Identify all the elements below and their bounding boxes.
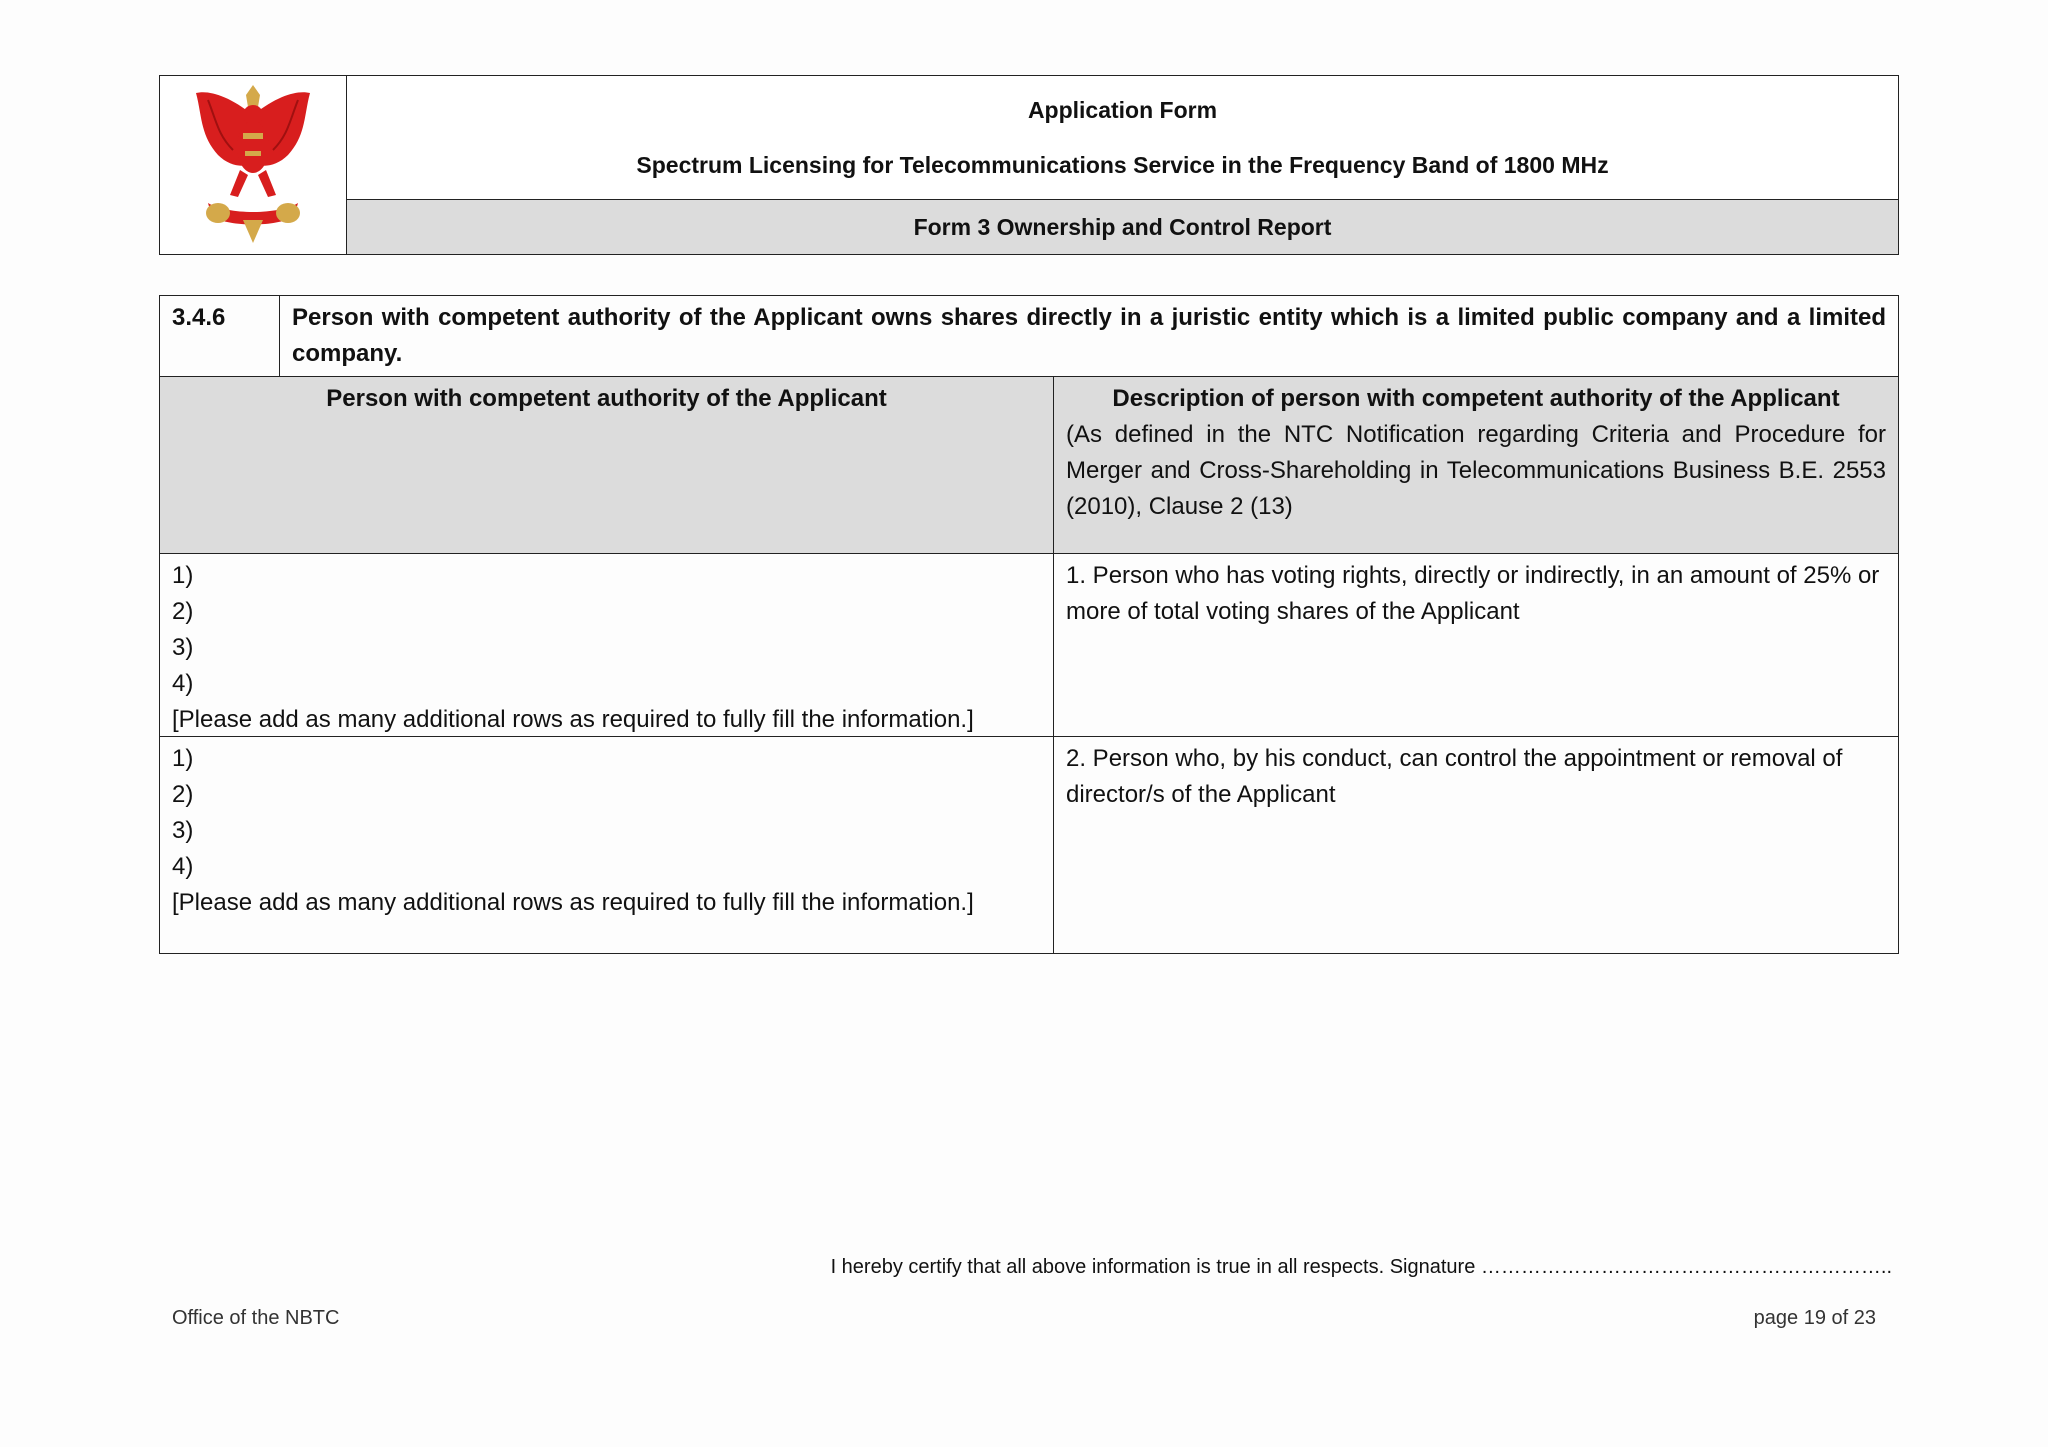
form-label: Form 3 Ownership and Control Report bbox=[347, 200, 1898, 254]
col2-header-cell bbox=[1054, 377, 1898, 553]
list-item: 1) bbox=[172, 745, 194, 772]
col2-note: (As defined in the NTC Notification regarding Criteria and Procedure for Merger and Cross-Shareholding in Telecommunications Business B.E. 2553 (2010), Clause 2 (13) bbox=[1066, 421, 1886, 520]
footer-office: Office of the NBTC bbox=[172, 1307, 340, 1329]
description-cell: 2. Person who, by his conduct, can control the appointment or removal of director/s of the Applicant bbox=[1066, 745, 1843, 808]
column-header-row bbox=[160, 376, 1898, 553]
form-subtitle: Spectrum Licensing for Telecommunications Service in the Frequency Band of 1800 MHz bbox=[636, 151, 1609, 178]
col1-header: Person with competent authority of the Applicant bbox=[160, 377, 1054, 553]
description-cell: 1. Person who has voting rights, directly or indirectly, in an amount of 25% or more of total voting shares of the Applicant bbox=[1066, 562, 1880, 625]
person-entry-cell[interactable] bbox=[160, 554, 1054, 736]
list-item: 3) bbox=[172, 634, 194, 661]
table-row bbox=[160, 736, 1898, 953]
list-item: 4) bbox=[172, 670, 194, 697]
col2-header: Description of person with competent authority of the Applicant bbox=[1112, 385, 1840, 412]
table-row bbox=[160, 553, 1898, 736]
list-item: 4) bbox=[172, 853, 194, 880]
section-heading-row bbox=[160, 296, 1898, 376]
form-header bbox=[159, 75, 1899, 255]
garuda-emblem-icon bbox=[188, 85, 318, 245]
section-heading: Person with competent authority of the Applicant owns shares directly in a juristic entity which is a limited public company and a limited company. bbox=[292, 304, 1886, 367]
row-instruction: [Please add as many additional rows as required to fully fill the information.] bbox=[172, 889, 974, 916]
logo-cell bbox=[160, 76, 347, 254]
person-entry-cell[interactable] bbox=[160, 737, 1054, 953]
list-item: 3) bbox=[172, 817, 194, 844]
page-number: page 19 of 23 bbox=[1753, 1307, 1876, 1329]
certification-statement: I hereby certify that all above information is true in all respects. Signature …………………………………………………….. bbox=[830, 1256, 1892, 1278]
row-instruction: [Please add as many additional rows as required to fully fill the information.] bbox=[172, 706, 974, 733]
section-number: 3.4.6 bbox=[160, 296, 280, 376]
list-item: 2) bbox=[172, 781, 194, 808]
title-block bbox=[347, 76, 1898, 200]
list-item: 1) bbox=[172, 562, 194, 589]
ownership-table bbox=[159, 295, 1899, 954]
list-item: 2) bbox=[172, 598, 194, 625]
form-title: Application Form bbox=[1027, 96, 1218, 123]
title-column bbox=[347, 76, 1898, 254]
